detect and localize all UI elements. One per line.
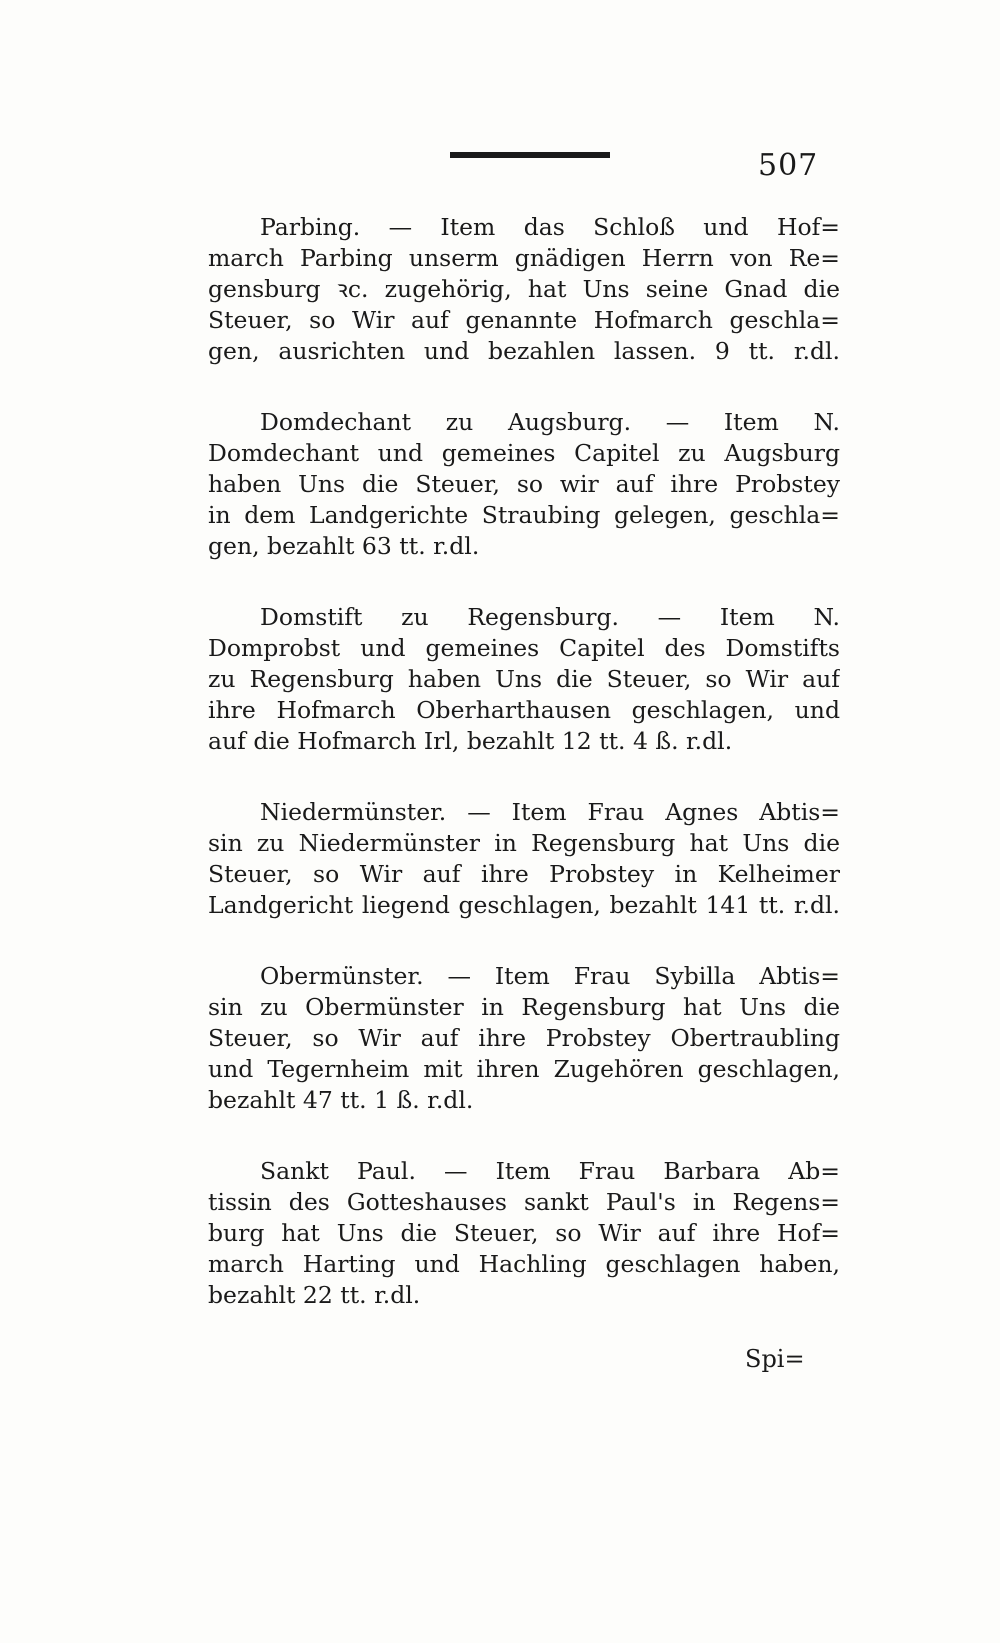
text-line: Parbing. — Item das Schloß und Hof= xyxy=(260,213,840,241)
text-line: gen, ausrichten und bezahlen lassen. 9 tt. r.dl. xyxy=(208,337,840,365)
entry-niedermuenster xyxy=(208,797,840,921)
entry-domstift-regensburg xyxy=(208,602,840,757)
text-line: gen, bezahlt 63 tt. r.dl. xyxy=(208,532,480,560)
text-line: und Tegernheim mit ihren Zugehören geschlagen, xyxy=(208,1055,840,1083)
text-line: haben Uns die Steuer, so wir auf ihre Probstey xyxy=(208,470,840,498)
text-line: sin zu Niedermünster in Regensburg hat Uns die xyxy=(208,829,840,857)
text-line: march Parbing unserm gnädigen Herrn von Re= xyxy=(208,244,840,272)
entry-obermuenster xyxy=(208,961,840,1116)
text-line: zu Regensburg haben Uns die Steuer, so Wir auf xyxy=(208,665,840,693)
text-line: Domdechant und gemeines Capitel zu Augsburg xyxy=(208,439,840,467)
text-line: bezahlt 22 tt. r.dl. xyxy=(208,1281,421,1309)
text-line: tissin des Gotteshauses sankt Paul's in Regens= xyxy=(208,1188,840,1216)
text-line: Obermünster. — Item Frau Sybilla Abtis= xyxy=(260,962,840,990)
catchword: Spi= xyxy=(745,1345,805,1373)
text-line: Steuer, so Wir auf ihre Probstey Obertraubling xyxy=(208,1024,840,1052)
text-line: Sankt Paul. — Item Frau Barbara Ab= xyxy=(260,1157,840,1185)
entry-domdechant-augsburg xyxy=(208,407,840,562)
page-number: 507 xyxy=(758,148,819,183)
text-line: in dem Landgerichte Straubing gelegen, geschla= xyxy=(208,501,840,529)
text-line: Domdechant zu Augsburg. — Item N. xyxy=(260,408,840,436)
text-line: Domprobst und gemeines Capitel des Domstifts xyxy=(208,634,840,662)
entry-sankt-paul xyxy=(208,1156,840,1311)
text-line: sin zu Obermünster in Regensburg hat Uns die xyxy=(208,993,840,1021)
text-line: Steuer, so Wir auf ihre Probstey in Kelheimer xyxy=(208,860,840,888)
text-line: Domstift zu Regensburg. — Item N. xyxy=(260,603,840,631)
text-line: auf die Hofmarch Irl, bezahlt 12 tt. 4 ß. r.dl. xyxy=(208,727,733,755)
body-text xyxy=(208,212,840,1351)
entry-parbing xyxy=(208,212,840,367)
text-line: burg hat Uns die Steuer, so Wir auf ihre Hof= xyxy=(208,1219,840,1247)
text-line: march Harting und Hachling geschlagen haben, xyxy=(208,1250,840,1278)
text-line: Niedermünster. — Item Frau Agnes Abtis= xyxy=(260,798,840,826)
text-line: bezahlt 47 tt. 1 ß. r.dl. xyxy=(208,1086,474,1114)
text-line: ihre Hofmarch Oberharthausen geschlagen, und xyxy=(208,696,840,724)
text-line: Landgericht liegend geschlagen, bezahlt 141 tt. r.dl. xyxy=(208,891,840,919)
header-rule xyxy=(450,152,610,158)
text-line: gensburg ꝛc. zugehörig, hat Uns seine Gnad die xyxy=(208,275,840,303)
text-line: Steuer, so Wir auf genannte Hofmarch geschla= xyxy=(208,306,840,334)
